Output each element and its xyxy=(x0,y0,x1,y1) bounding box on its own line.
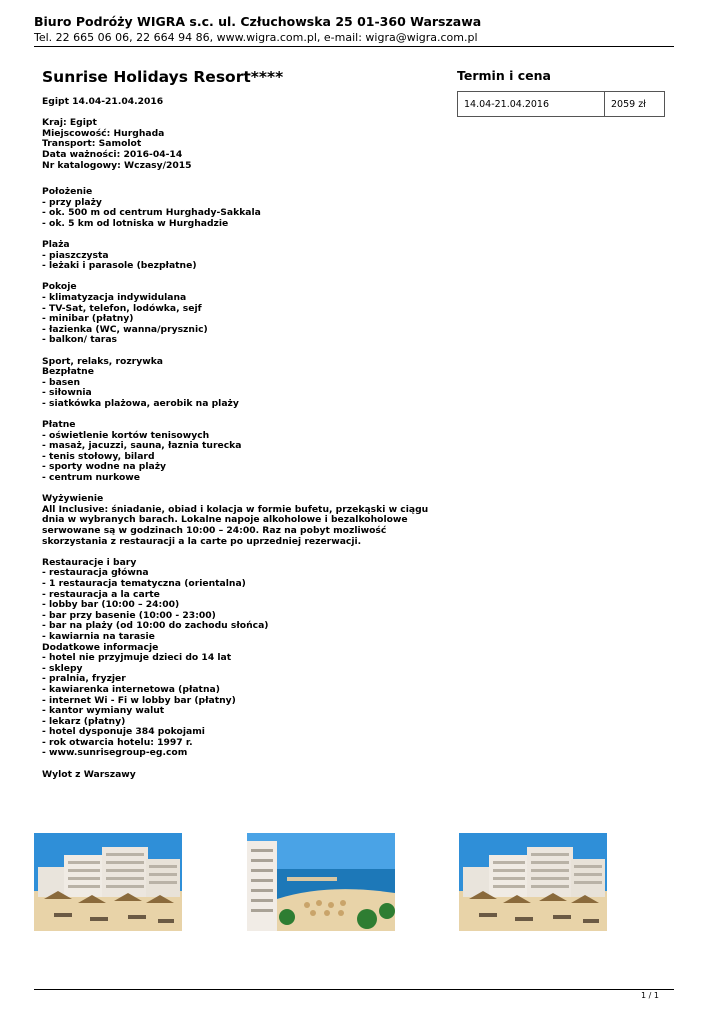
list-item: - basen xyxy=(42,376,81,388)
list-item: - ok. 5 km od lotniska w Hurghadzie xyxy=(42,217,229,229)
page-number: 1 / 1 xyxy=(641,991,659,1000)
list-item: - bar przy basenie (10:00 - 23:00) xyxy=(42,609,216,621)
list-item: - siłownia xyxy=(42,387,92,399)
pricing-table xyxy=(457,91,665,117)
list-item: - sporty wodne na plaży xyxy=(42,461,167,473)
list-item: - TV-Sat, telefon, lodówka, sejf xyxy=(42,302,202,314)
agency-contact: Tel. 22 665 06 06, 22 664 94 86, www.wigra.com.pl, e-mail: wigra@wigra.com.pl xyxy=(34,31,478,44)
list-item: - oświetlenie kortów tenisowych xyxy=(42,429,210,441)
section-heading: Plaża xyxy=(42,238,70,250)
pricing-price: 2059 zł xyxy=(605,92,665,117)
subsection-heading: Bezpłatne xyxy=(42,366,94,378)
list-item: - piaszczysta xyxy=(42,249,109,261)
fact-transport: Transport: Samolot xyxy=(42,138,142,150)
list-item: - tenis stołowy, bilard xyxy=(42,450,155,462)
list-item: - 1 restauracja tematyczna (orientalna) xyxy=(42,577,246,589)
list-item: - pralnia, fryzjer xyxy=(42,673,126,685)
list-item: - restauracja a la carte xyxy=(42,588,160,600)
offer-subtitle: Egipt 14.04-21.04.2016 xyxy=(42,96,164,107)
section-heading: Restauracje i bary xyxy=(42,556,137,568)
hotel-photo-2 xyxy=(247,833,395,931)
list-item: - rok otwarcia hotelu: 1997 r. xyxy=(42,736,193,748)
list-item: - www.sunrisegroup-eg.com xyxy=(42,747,188,759)
list-item: - kawiarenka internetowa (płatna) xyxy=(42,683,220,695)
hotel-photo-1 xyxy=(34,833,182,931)
list-item: - bar na plaży (od 10:00 do zachodu słońca) xyxy=(42,620,269,632)
list-item: - ok. 500 m od centrum Hurghady-Sakkala xyxy=(42,207,261,219)
section-location xyxy=(42,187,442,780)
offer-title: Sunrise Holidays Resort**** xyxy=(42,68,284,86)
list-item: - masaż, jacuzzi, sauna, łaznia turecka xyxy=(42,440,242,452)
list-item: - internet Wi - Fi w lobby bar (płatny) xyxy=(42,694,236,706)
section-heading: Położenie xyxy=(42,186,93,197)
list-item: - lekarz (płatny) xyxy=(42,715,126,727)
footer-divider xyxy=(34,989,674,990)
list-item: - lobby bar (10:00 – 24:00) xyxy=(42,599,180,611)
list-item: - restauracja główna xyxy=(42,567,149,579)
list-item: - balkon/ taras xyxy=(42,334,117,346)
list-item: - kawiarnia na tarasie xyxy=(42,630,155,642)
list-item: - centrum nurkowe xyxy=(42,472,140,484)
subsection-heading: Płatne xyxy=(42,419,76,431)
header-divider xyxy=(34,46,674,47)
departure-info: Wylot z Warszawy xyxy=(42,768,136,780)
list-item: - siatkówka plażowa, aerobik na plaży xyxy=(42,397,239,409)
list-item: - łazienka (WC, wanna/prysznic) xyxy=(42,323,208,335)
section-heading: Pokoje xyxy=(42,281,77,293)
section-heading: Dodatkowe informacje xyxy=(42,641,159,653)
offer-details xyxy=(42,97,442,171)
pricing-date: 14.04-21.04.2016 xyxy=(458,92,605,117)
list-item: - kantor wymiany walut xyxy=(42,705,165,717)
table-row xyxy=(458,92,665,117)
hotel-photo-3 xyxy=(459,833,607,931)
section-heading: Wyżywienie xyxy=(42,493,104,505)
list-item: - sklepy xyxy=(42,662,83,674)
fact-catalog: Nr katalogowy: Wczasy/2015 xyxy=(42,159,192,171)
list-item: - klimatyzacja indywidulana xyxy=(42,291,187,303)
fact-country: Kraj: Egipt xyxy=(42,117,97,129)
fact-city: Miejscowość: Hurghada xyxy=(42,127,165,139)
pricing-heading: Termin i cena xyxy=(457,68,551,83)
fact-validity: Data ważności: 2016-04-14 xyxy=(42,148,183,160)
list-item: - hotel nie przyjmuje dzieci do 14 lat xyxy=(42,652,232,664)
list-item: - leżaki i parasole (bezpłatne) xyxy=(42,260,197,272)
list-item: - hotel dysponuje 384 pokojami xyxy=(42,726,205,738)
board-description: All Inclusive: śniadanie, obiad i kolacja w formie bufetu, przekąski w ciągu dnia w wybranych barach. Lokalne napoje alkoholowe i bezalkoholowe serwowane są w godzinach 10:00 – 24:00. Raz na pobyt mozliwość skorzystania z restauracji a la carte po uprzedniej rezerwacji. xyxy=(42,503,429,547)
agency-name: Biuro Podróży WIGRA s.c. ul. Człuchowska 25 01-360 Warszawa xyxy=(34,14,482,29)
document-header xyxy=(34,14,674,45)
list-item: - minibar (płatny) xyxy=(42,313,134,325)
section-heading: Sport, relaks, rozrywka xyxy=(42,355,164,367)
list-item: - przy plaży xyxy=(42,196,102,208)
